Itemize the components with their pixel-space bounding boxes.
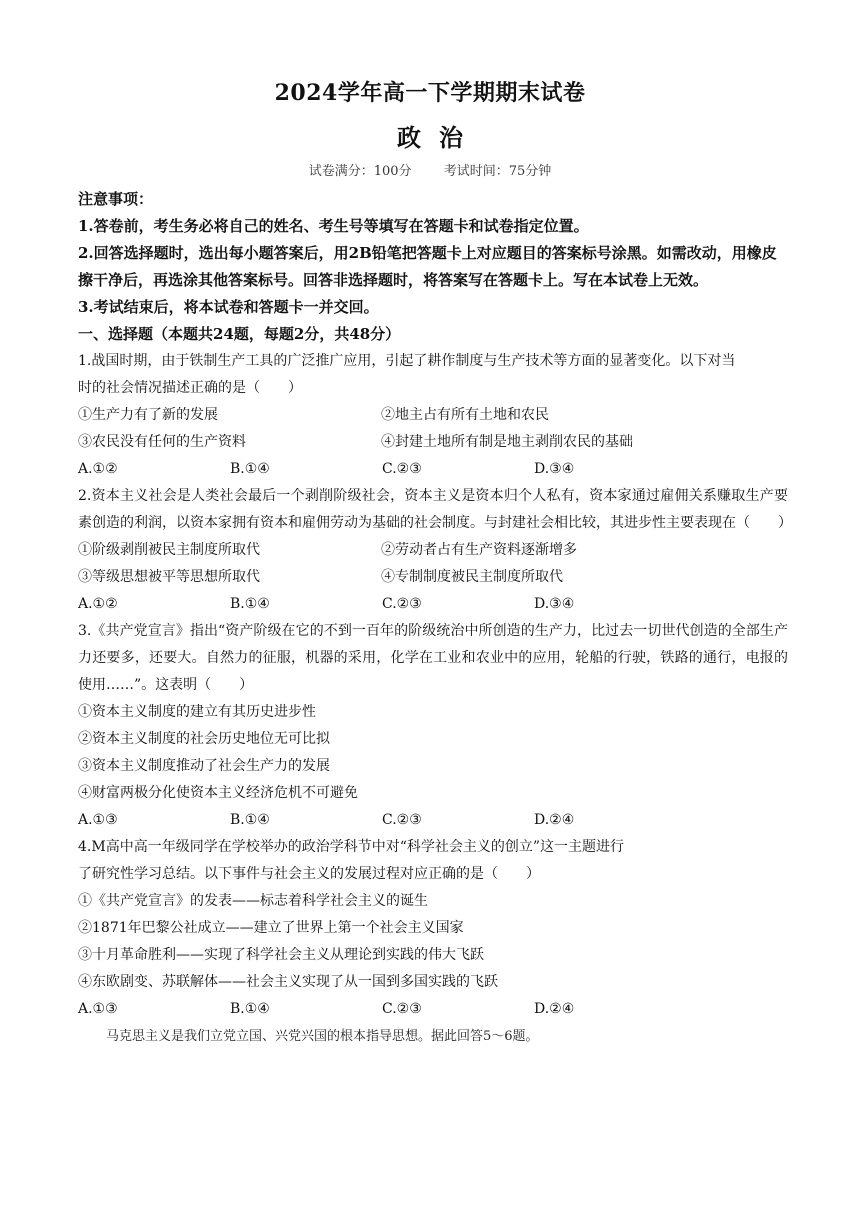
question-stem: 时的社会情况描述正确的是（ ） bbox=[78, 380, 302, 396]
statement: ①资本主义制度的建立有其历史进步性 bbox=[78, 704, 316, 720]
notice-item-2: 2.回答选择题时，选出每小题答案后，用2B铅笔把答题卡上对应题目的答案标号涂黑。如需改动，用橡皮擦干净后，再选涂其他答案标号。回答非选择题时，将答案写在答题卡上。写在本试卷上无效。 bbox=[78, 244, 777, 289]
question-stem: 1.战国时期，由于铁制生产工具的广泛推广应用，引起了耕作制度与生产技术等方面的显著变化。以下对当 bbox=[78, 353, 736, 369]
statement-row bbox=[78, 564, 788, 591]
option-b: B.①④ bbox=[230, 596, 270, 612]
statement-row bbox=[78, 537, 788, 564]
statement: ③十月革命胜利——实现了科学社会主义从理论到实践的伟大飞跃 bbox=[78, 947, 484, 963]
option-a: A.①③ bbox=[78, 1001, 118, 1017]
option-b: B.①④ bbox=[230, 461, 270, 477]
option-c: C.②③ bbox=[382, 596, 422, 612]
question-stem: 4.M高中高一年级同学在学校举办的政治学科节中对“科学社会主义的创立”这一主题进行 bbox=[78, 839, 625, 855]
question-4 bbox=[78, 834, 788, 1023]
statement: ②地主占有所有土地和农民 bbox=[381, 407, 549, 423]
option-c: C.②③ bbox=[382, 1001, 422, 1017]
answer-options bbox=[78, 591, 788, 618]
statement: ①《共产党宣言》的发表——标志着科学社会主义的诞生 bbox=[78, 893, 428, 909]
option-d: D.②④ bbox=[534, 812, 575, 828]
question-1 bbox=[78, 348, 788, 483]
option-d: D.②④ bbox=[534, 1001, 575, 1017]
option-a: A.①② bbox=[78, 461, 118, 477]
statement: ③农民没有任何的生产资料 bbox=[78, 434, 246, 450]
question-stem: 3.《共产党宣言》指出“资产阶级在它的不到一百年的阶级统治中所创造的生产力，比过去一切世代创造的全部生产力还要多，还要大。自然力的征服，机器的采用，化学在工业和农业中的应用，轮船的行驶，铁路的通行，电报的使用……”。这表明（ ） bbox=[78, 623, 788, 693]
exam-meta bbox=[0, 160, 860, 179]
exam-time: 考试时间：75分钟 bbox=[443, 164, 552, 179]
statement: ④东欧剧变、苏联解体——社会主义实现了从一国到多国实践的飞跃 bbox=[78, 974, 498, 990]
statement-row bbox=[78, 402, 788, 429]
statement: ②资本主义制度的社会历史地位无可比拟 bbox=[78, 731, 330, 747]
option-a: A.①② bbox=[78, 596, 118, 612]
statement: ③等级思想被平等思想所取代 bbox=[78, 569, 260, 585]
answer-options bbox=[78, 807, 788, 834]
option-b: B.①④ bbox=[230, 1001, 270, 1017]
exam-title: 2024学年高一下学期期末试卷 bbox=[274, 80, 586, 106]
exam-content bbox=[78, 186, 792, 1050]
option-c: C.②③ bbox=[382, 461, 422, 477]
notice-item-1: 1.答卷前，考生务必将自己的姓名、考生号等填写在答题卡和试卷指定位置。 bbox=[78, 217, 589, 235]
answer-options bbox=[78, 996, 788, 1023]
question-2 bbox=[78, 483, 792, 618]
statement: ③资本主义制度推动了社会生产力的发展 bbox=[78, 758, 330, 774]
notice-heading: 注意事项： bbox=[78, 190, 154, 208]
statement: ①生产力有了新的发展 bbox=[78, 407, 218, 423]
answer-options bbox=[78, 456, 788, 483]
option-d: D.③④ bbox=[534, 596, 575, 612]
full-score: 试卷满分：100分 bbox=[308, 164, 412, 179]
question-stem: 了研究性学习总结。以下事件与社会主义的发展过程对应正确的是（ ） bbox=[78, 866, 540, 882]
statement: ①阶级剥削被民主制度所取代 bbox=[78, 542, 260, 558]
section-heading: 一、选择题（本题共24题，每题2分，共48分） bbox=[78, 325, 401, 343]
statement: ②劳动者占有生产资料逐渐增多 bbox=[381, 542, 577, 558]
notice-item-3: 3.考试结束后，将本试卷和答题卡一并交回。 bbox=[78, 298, 379, 316]
material-intro: 马克思主义是我们立党立国、兴党兴国的根本指导思想。据此回答5～6题。 bbox=[106, 1029, 539, 1044]
option-d: D.③④ bbox=[534, 461, 575, 477]
option-b: B.①④ bbox=[230, 812, 270, 828]
statement: ④财富两极分化使资本主义经济危机不可避免 bbox=[78, 785, 358, 801]
statement: ④专制制度被民主制度所取代 bbox=[381, 569, 563, 585]
statement-row bbox=[78, 429, 788, 456]
option-c: C.②③ bbox=[382, 812, 422, 828]
question-3 bbox=[78, 618, 788, 834]
statement: ④封建土地所有制是地主剥削农民的基础 bbox=[381, 434, 633, 450]
statement: ②1871年巴黎公社成立——建立了世界上第一个社会主义国家 bbox=[78, 920, 464, 936]
subject-title: 政治 bbox=[397, 123, 481, 152]
question-stem: 2.资本主义社会是人类社会最后一个剥削阶级社会，资本主义是资本归个人私有，资本家通过雇佣关系赚取生产要素创造的利润，以资本家拥有资本和雇佣劳动为基础的社会制度。与封建社会相比较，其进步性主要表现在（ ） bbox=[78, 488, 792, 531]
option-a: A.①③ bbox=[78, 812, 118, 828]
